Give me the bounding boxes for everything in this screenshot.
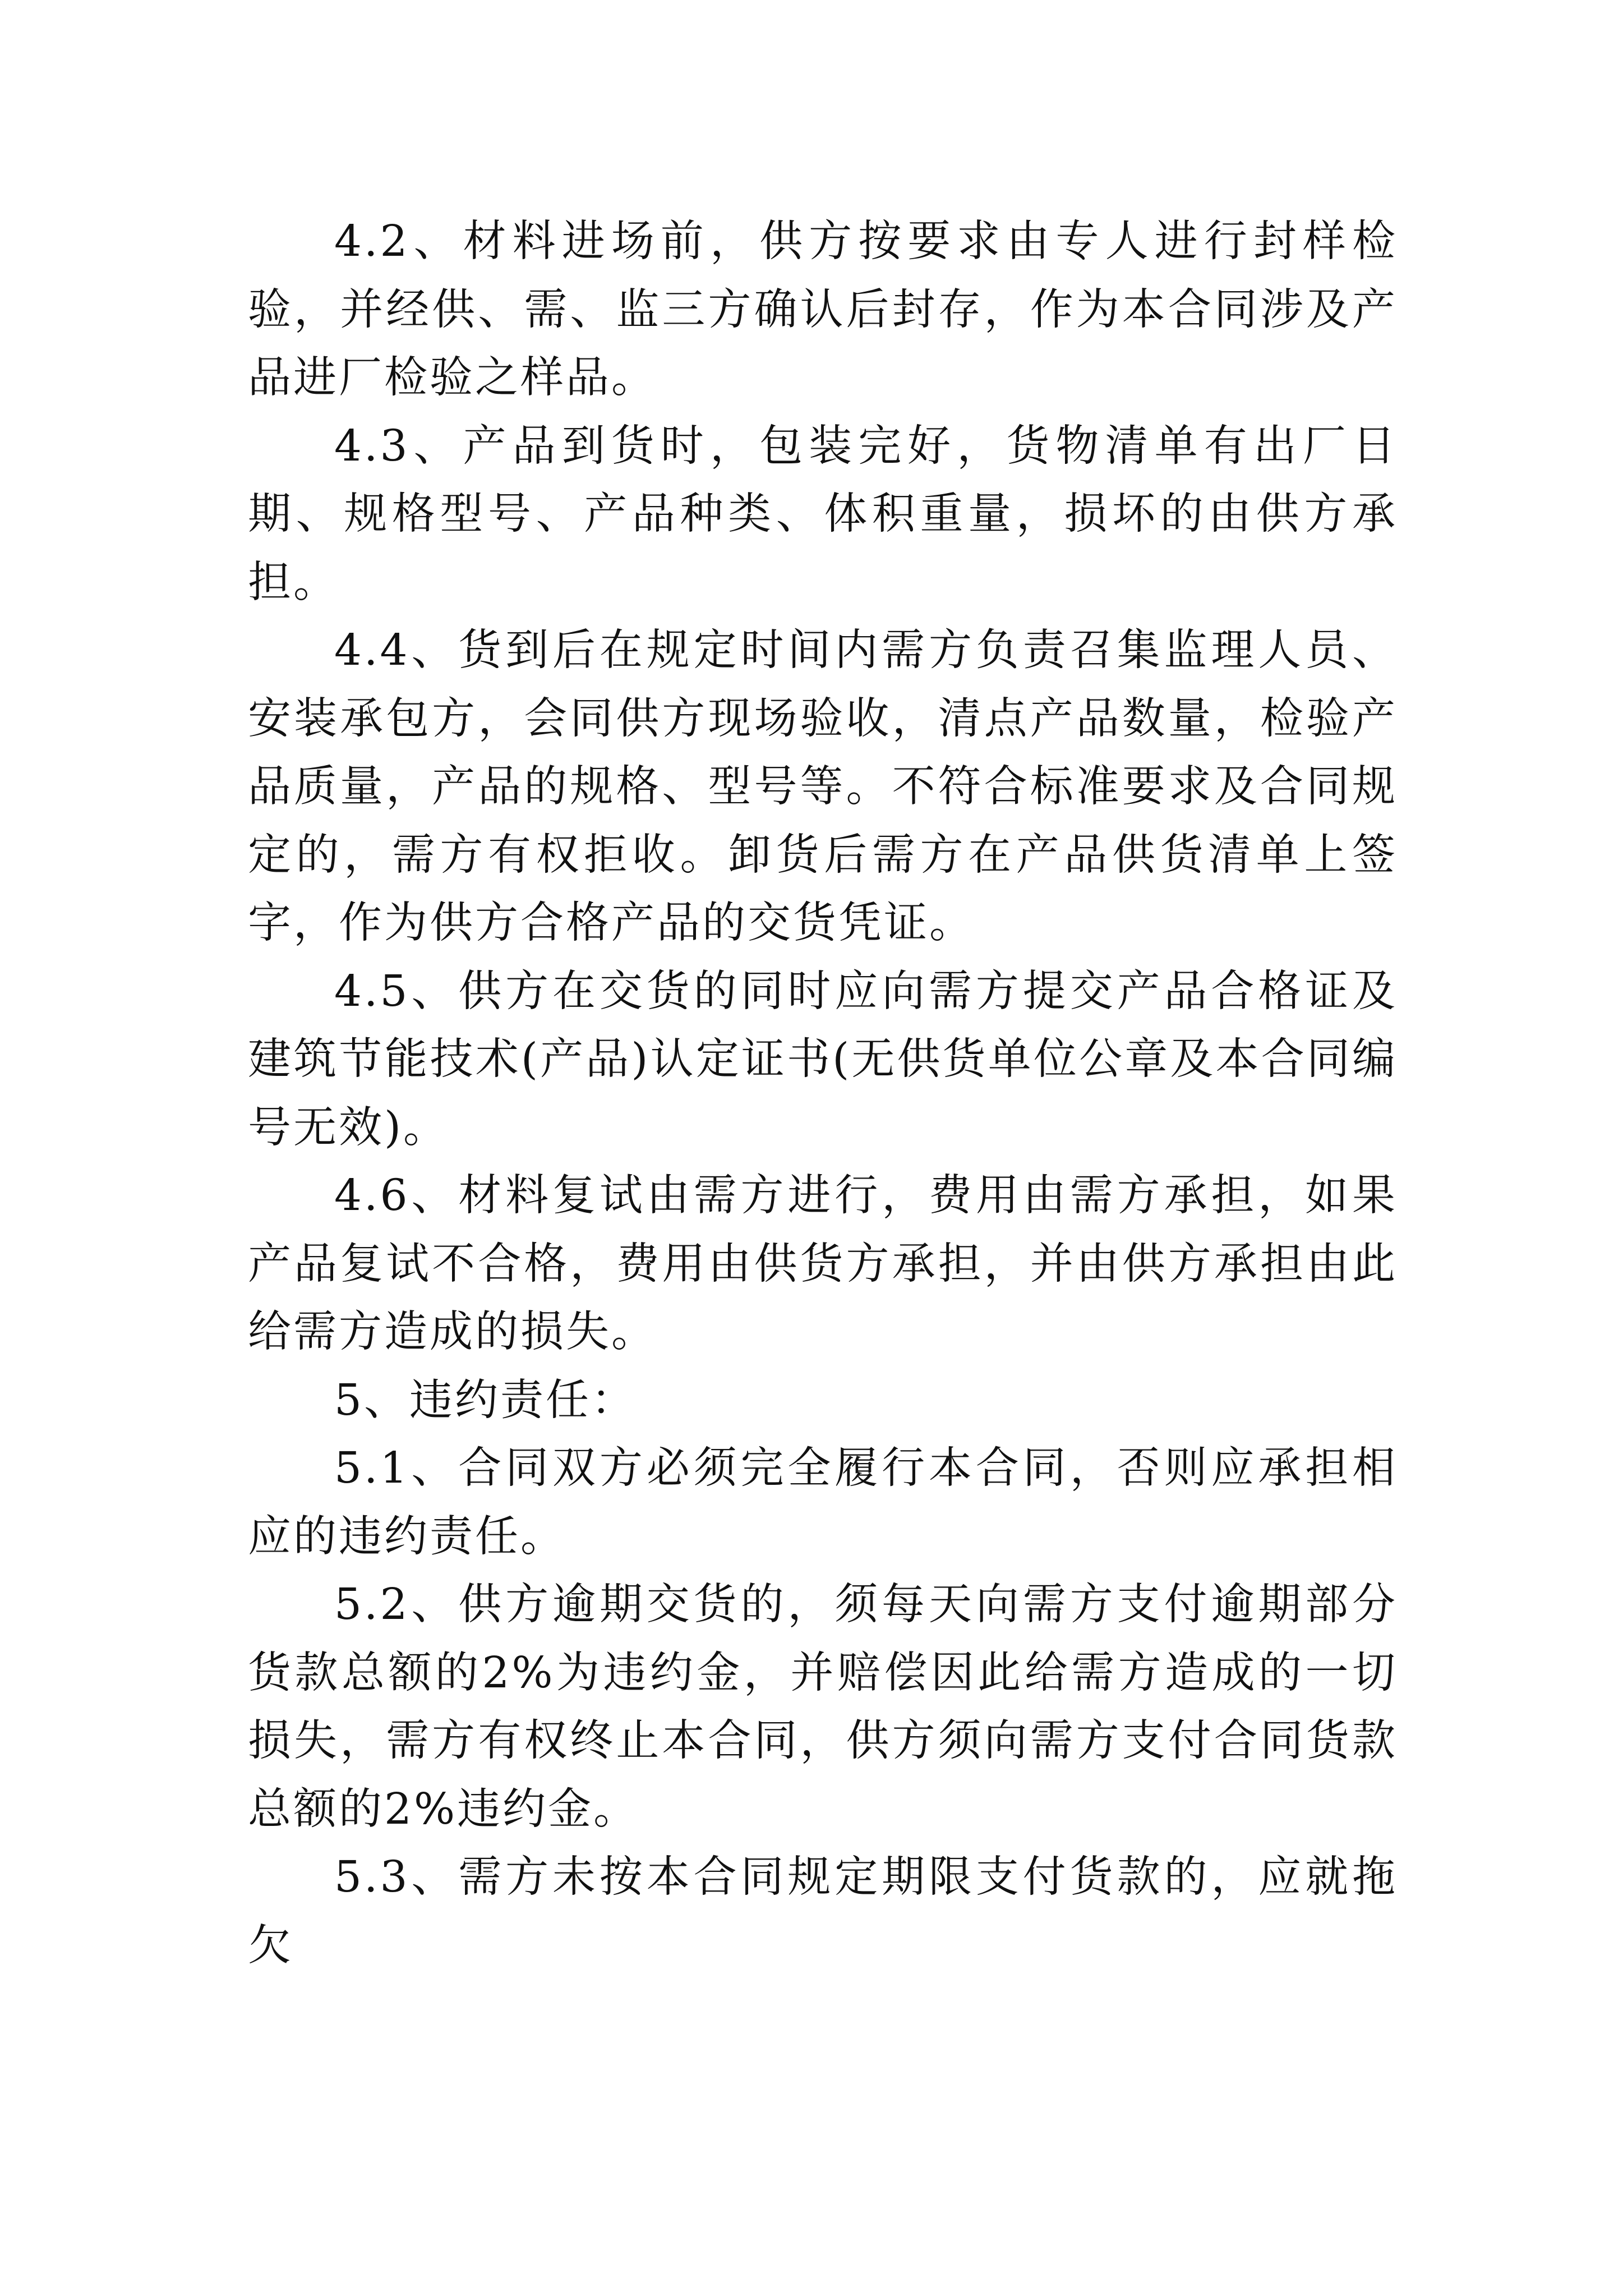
clause-4-2: 4.2、材料进场前，供方按要求由专人进行封样检验，并经供、需、监三方确认后封存，作为本合同涉及产品进厂检验之样品。 [248, 217, 1398, 403]
section-5-heading: 5、违约责任： [334, 1375, 637, 1425]
document-body [248, 208, 1398, 1980]
clause-5-3: 5.3、需方未按本合同规定期限支付货款的，应就拖欠 [248, 1852, 1398, 1971]
clause-4-5: 4.5、供方在交货的同时应向需方提交产品合格证及建筑节能技术(产品)认定证书(无供货单位公章及本合同编号无效)。 [248, 966, 1398, 1153]
clause-4-4: 4.4、货到后在规定时间内需方负责召集监理人员、安装承包方，会同供方现场验收，清点产品数量，检验产品质量，产品的规格、型号等。不符合标准要求及合同规定的，需方有权拒收。卸货后需方在产品供货清单上签字，作为供方合格产品的交货凭证。 [248, 625, 1398, 948]
clause-5-2: 5.2、供方逾期交货的，须每天向需方支付逾期部分货款总额的2%为违约金，并赔偿因此给需方造成的一切损失，需方有权终止本合同，供方须向需方支付合同货款总额的2%违约金。 [248, 1580, 1398, 1834]
clause-5-1: 5.1、合同双方必须完全履行本合同，否则应承担相应的违约责任。 [248, 1443, 1398, 1562]
clause-4-3: 4.3、产品到货时，包装完好，货物清单有出厂日期、规格型号、产品种类、体积重量，损坏的由供方承担。 [248, 421, 1398, 608]
clause-4-6: 4.6、材料复试由需方进行，费用由需方承担，如果产品复试不合格，费用由供货方承担，并由供方承担由此给需方造成的损失。 [248, 1171, 1398, 1357]
